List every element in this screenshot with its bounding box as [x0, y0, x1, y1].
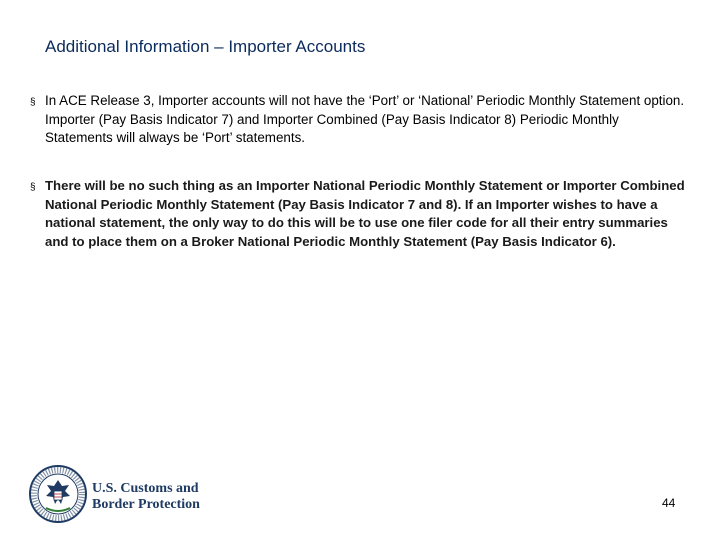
bullet-text: There will be no such thing as an Importer National Periodic Monthly Statement or Importer Combined National Periodic Monthly Statement (Pay Basis Indicator 7 and 8). If an Importer wishes to have a national statement, the only way to do this will be to use one filer code for all their entry summaries and to place them on a Broker National Periodic Monthly Statement (Pay Basis Indicator 6). — [45, 178, 685, 249]
slide-title: Additional Information – Importer Accounts — [45, 37, 366, 56]
bullet-item — [30, 177, 690, 251]
bullet-marker: § — [30, 182, 36, 193]
agency-name — [92, 481, 200, 513]
dhs-seal-icon — [28, 464, 88, 524]
page-number: 44 — [662, 496, 676, 510]
agency-name-line2: Border Protection — [92, 497, 200, 512]
bullet-item — [30, 92, 690, 148]
bullet-marker: § — [30, 97, 36, 108]
agency-logo — [28, 464, 218, 528]
agency-name-line1: U.S. Customs and — [92, 481, 199, 496]
bullet-text: In ACE Release 3, Importer accounts will not have the ‘Port’ or ‘National’ Periodic Monthly Statement option. Importer (Pay Basis Indicator 7) and Importer Combined (Pay Basis Indicator 8) Periodic Monthly Statements will always be ‘Port’ statements. — [45, 93, 685, 145]
